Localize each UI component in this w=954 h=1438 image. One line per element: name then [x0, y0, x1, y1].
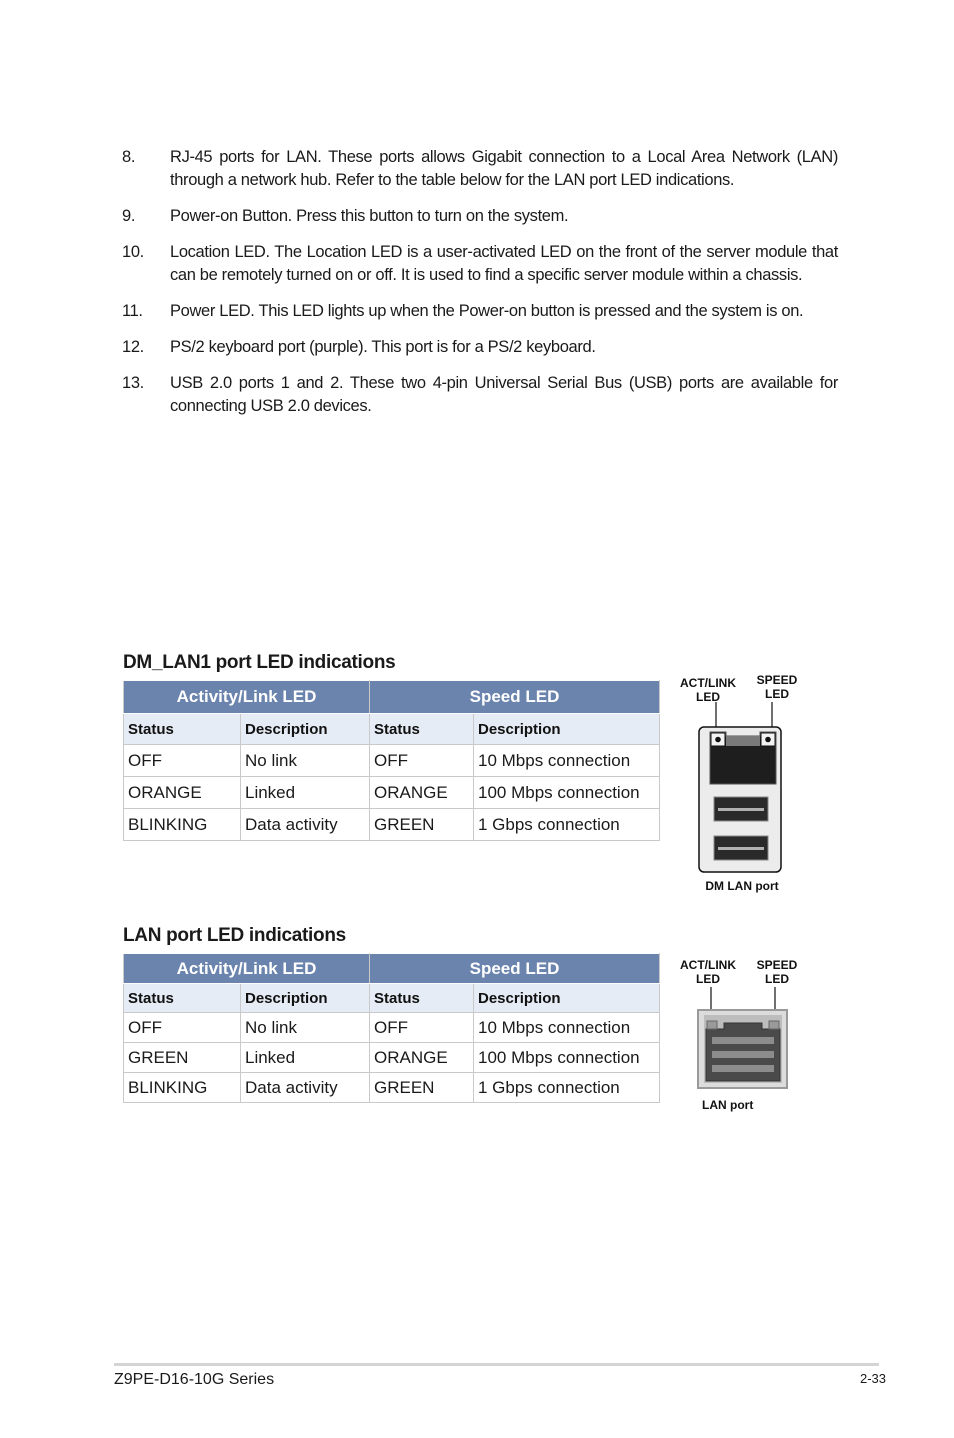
- status-column-header: Status: [124, 984, 241, 1013]
- speed-header: Speed LED: [370, 954, 660, 984]
- list-item: [122, 205, 838, 228]
- item-text: USB 2.0 ports 1 and 2. These two 4-pin Universal Serial Bus (USB) ports are available for connecting USB 2.0 devices.: [170, 374, 838, 415]
- item-number: 13.: [122, 374, 144, 392]
- table-cell: No link: [241, 745, 370, 777]
- dm-lan-port-caption: DM LAN port: [705, 879, 779, 893]
- item-text: Power-on Button. Press this button to turn on the system.: [170, 207, 569, 225]
- list-item: [122, 146, 838, 192]
- speed-led-label: [746, 673, 808, 701]
- list-item: [122, 241, 838, 287]
- status-column-header: Status: [124, 714, 241, 745]
- status-column-header: Status: [370, 984, 474, 1013]
- item-text: Power LED. This LED lights up when the Power-on button is pressed and the system is on.: [170, 302, 804, 320]
- act-link-label-line: ACT/LINK: [680, 958, 736, 972]
- speed-led-label: [746, 958, 808, 986]
- description-column-header: Description: [241, 984, 370, 1013]
- numbered-list: [122, 146, 838, 431]
- speed-label-line: SPEED: [756, 673, 798, 687]
- table-cell: Data activity: [241, 809, 370, 841]
- table-row: [124, 809, 660, 841]
- table-cell: Linked: [241, 1043, 370, 1073]
- table-cell: GREEN: [124, 1043, 241, 1073]
- speed-label-line: SPEED: [756, 958, 798, 972]
- footer-divider: [114, 1363, 879, 1366]
- table-group-header: [124, 681, 660, 714]
- list-item: [122, 336, 838, 359]
- table-cell: BLINKING: [124, 809, 241, 841]
- item-text: PS/2 keyboard port (purple). This port is for a PS/2 keyboard.: [170, 338, 596, 356]
- table-column-header: [124, 984, 660, 1013]
- description-column-header: Description: [241, 714, 370, 745]
- table-row: [124, 745, 660, 777]
- list-item: [122, 300, 838, 323]
- item-number: 8.: [122, 148, 136, 166]
- table-column-header: [124, 714, 660, 745]
- table-cell: ORANGE: [124, 777, 241, 809]
- item-number: 12.: [122, 338, 144, 356]
- table-row: [124, 1073, 660, 1103]
- led-label-line: LED: [765, 972, 789, 986]
- table-cell: 10 Mbps connection: [474, 745, 660, 777]
- table-row: [124, 1043, 660, 1073]
- table-cell: ORANGE: [370, 1043, 474, 1073]
- table-cell: OFF: [370, 745, 474, 777]
- activity-link-header: Activity/Link LED: [124, 954, 370, 984]
- led-label-line: LED: [765, 687, 789, 701]
- lan-led-table: [123, 953, 660, 1103]
- item-number: 11.: [122, 302, 143, 320]
- table-row: [124, 1013, 660, 1043]
- item-text: Location LED. The Location LED is a user-activated LED on the front of the server module that can be remotely turned on or off. It is used to find a specific server module within a chassis.: [170, 243, 838, 284]
- table-cell: 1 Gbps connection: [474, 809, 660, 841]
- table-cell: GREEN: [370, 809, 474, 841]
- table-cell: 100 Mbps connection: [474, 777, 660, 809]
- act-link-led-label: [672, 958, 744, 986]
- activity-link-header: Activity/Link LED: [124, 681, 370, 714]
- table-cell: Linked: [241, 777, 370, 809]
- led-label-line: LED: [696, 690, 720, 704]
- page-number: 2-33: [859, 1371, 886, 1386]
- item-number: 10.: [122, 243, 144, 261]
- table-cell: 100 Mbps connection: [474, 1043, 660, 1073]
- description-column-header: Description: [474, 984, 660, 1013]
- table-group-header: [124, 954, 660, 984]
- table-cell: No link: [241, 1013, 370, 1043]
- list-item: [122, 372, 838, 418]
- led-label-line: LED: [696, 972, 720, 986]
- lan-section-title: LAN port LED indications: [123, 925, 346, 946]
- table-cell: 1 Gbps connection: [474, 1073, 660, 1103]
- table-cell: Data activity: [241, 1073, 370, 1103]
- item-number: 9.: [122, 207, 136, 225]
- dm-lan-port-illustration: [690, 700, 800, 880]
- table-cell: GREEN: [370, 1073, 474, 1103]
- footer-series: Z9PE-D16-10G Series: [114, 1371, 275, 1388]
- lan-port-illustration: [690, 985, 800, 1095]
- table-cell: OFF: [124, 1013, 241, 1043]
- dm-lan-section-title: DM_LAN1 port LED indications: [123, 652, 396, 673]
- table-cell: ORANGE: [370, 777, 474, 809]
- table-cell: 10 Mbps connection: [474, 1013, 660, 1043]
- lan-port-caption: LAN port: [702, 1098, 754, 1112]
- status-column-header: Status: [370, 714, 474, 745]
- dm-lan-led-table: [123, 680, 660, 841]
- speed-header: Speed LED: [370, 681, 660, 714]
- table-row: [124, 777, 660, 809]
- table-cell: OFF: [124, 745, 241, 777]
- table-cell: BLINKING: [124, 1073, 241, 1103]
- act-link-label-line: ACT/LINK: [680, 676, 736, 690]
- item-text: RJ-45 ports for LAN. These ports allows Gigabit connection to a Local Area Network (LAN) through a network hub. Refer to the table below for the LAN port LED indications.: [170, 148, 838, 189]
- description-column-header: Description: [474, 714, 660, 745]
- table-cell: OFF: [370, 1013, 474, 1043]
